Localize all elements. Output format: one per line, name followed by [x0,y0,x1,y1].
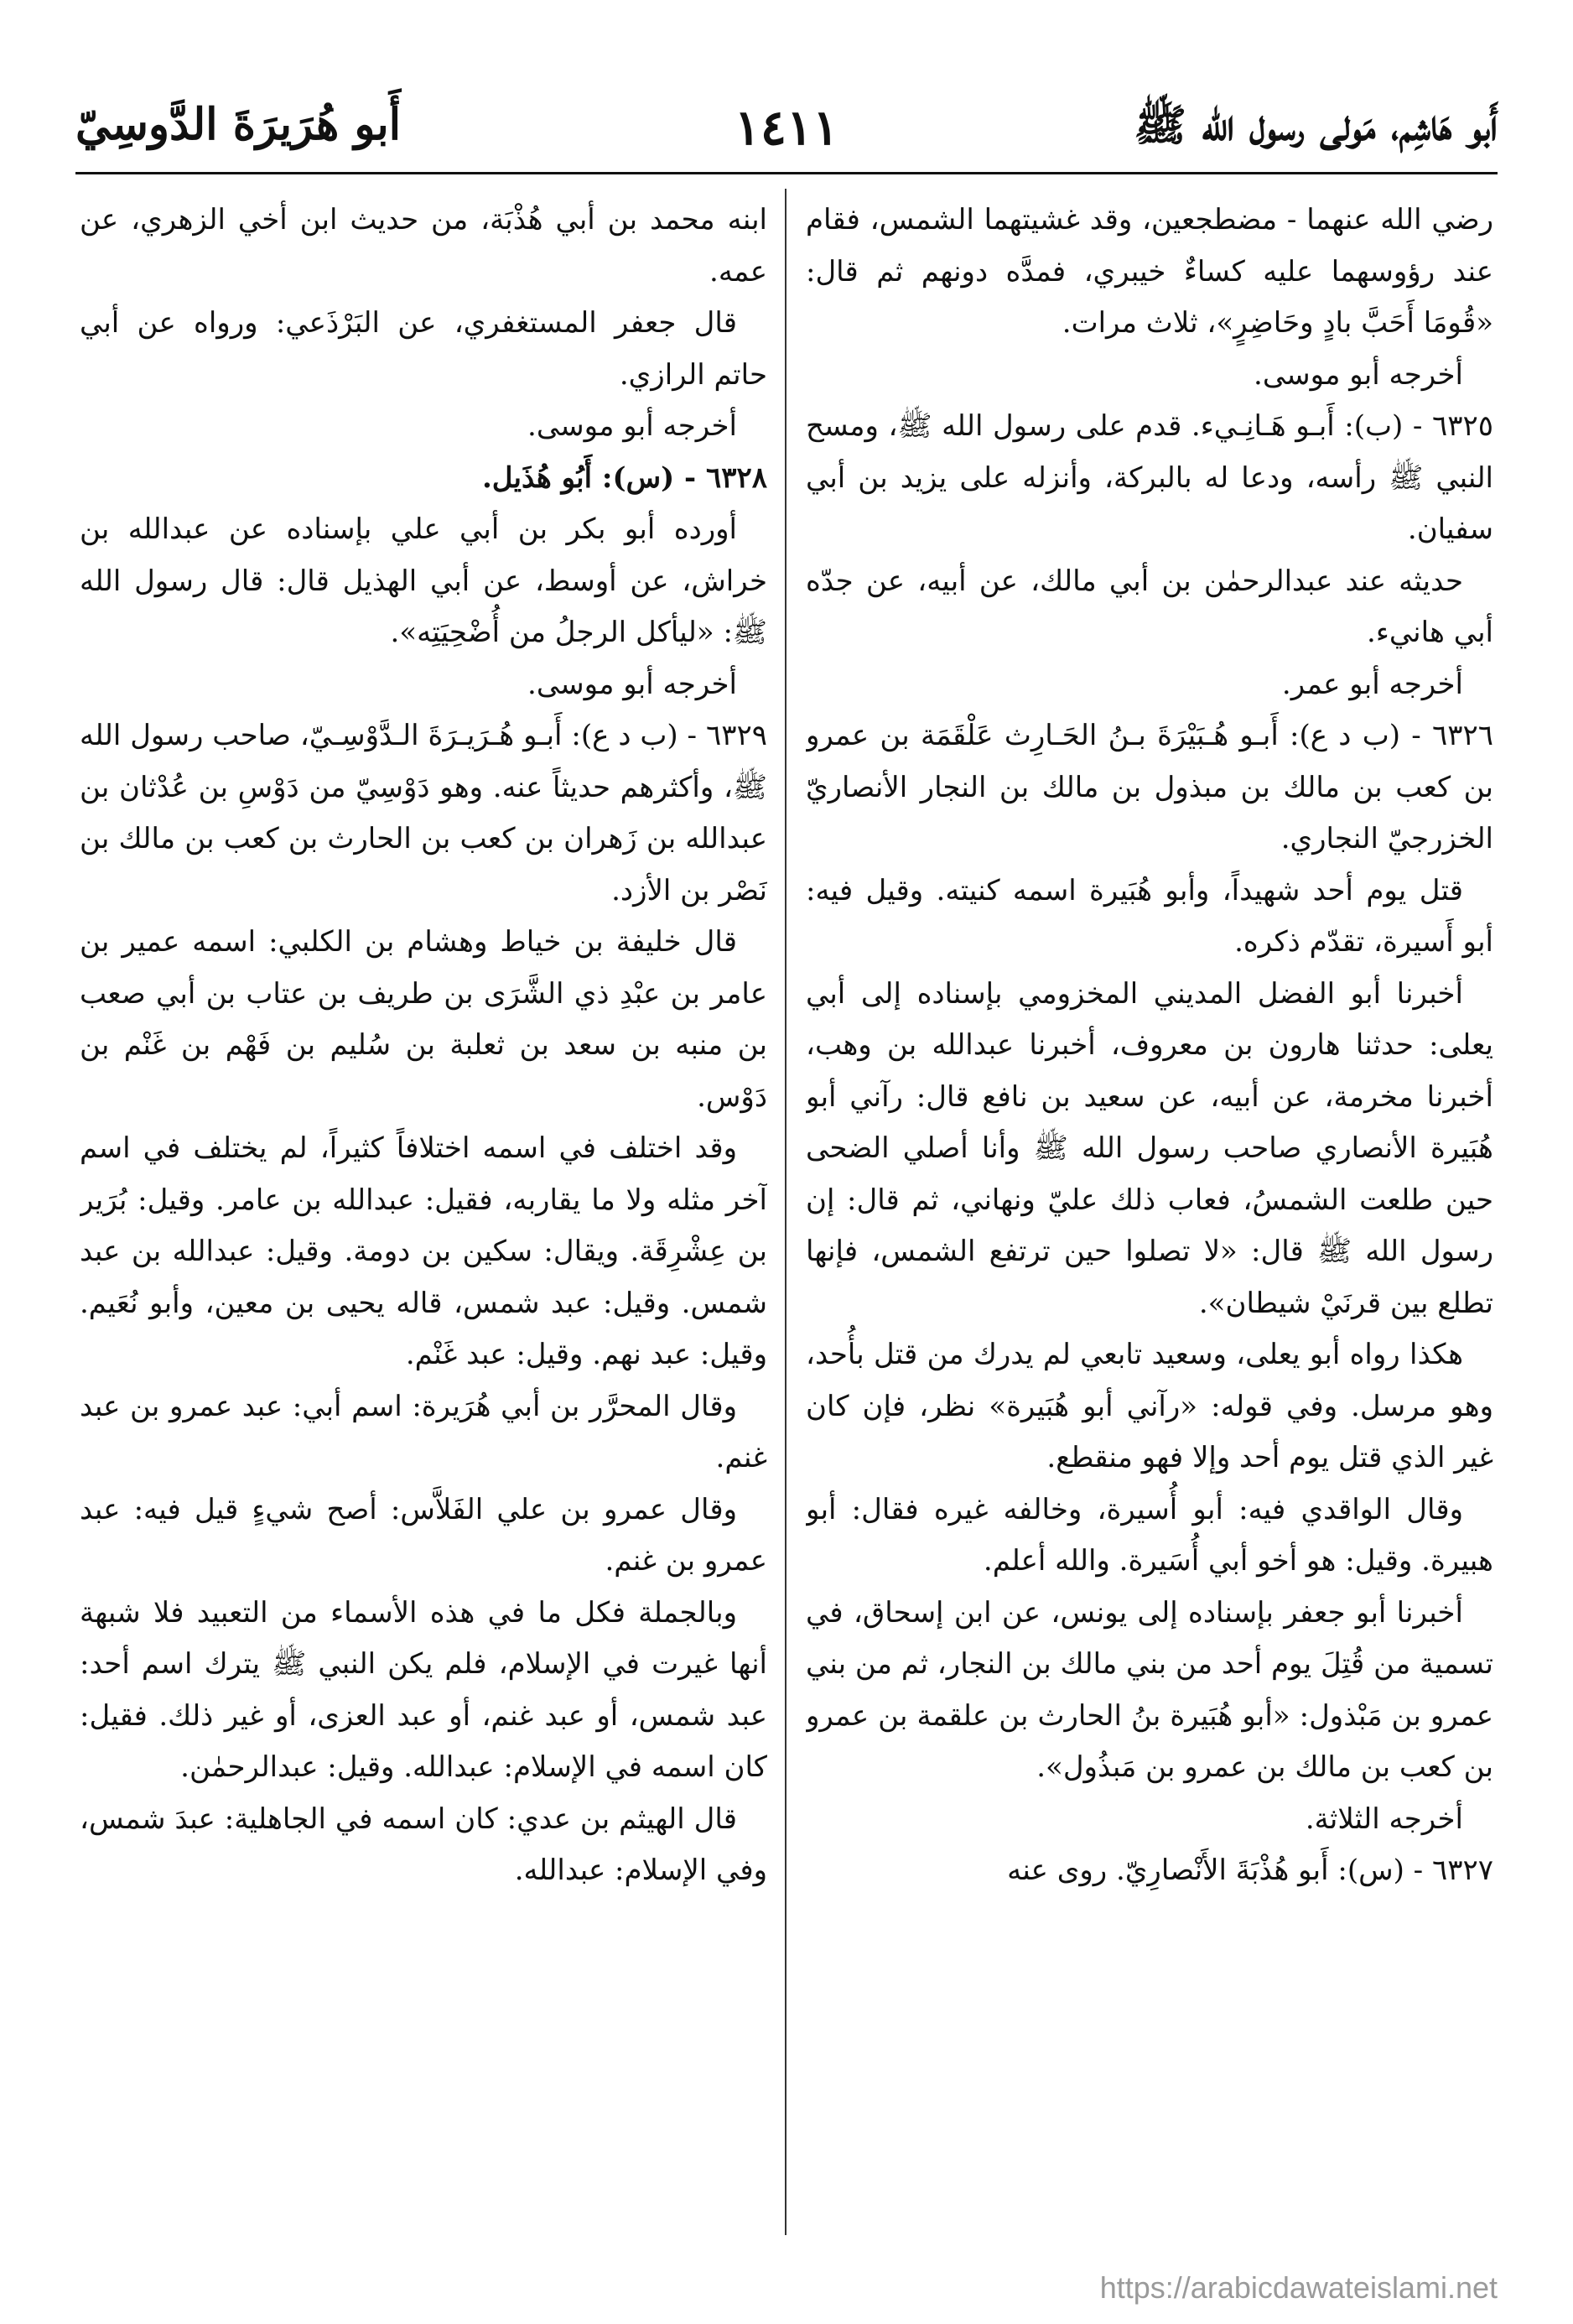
paragraph: ابنه محمد بن أبي هُذْبَة، من حديث ابن أخي الزهري، عن عمه. [80,203,767,289]
paragraph: وقد اختلف في اسمه اختلافاً كثيراً، لم يختلف في اسم آخر مثله ولا ما يقاربه، فقيل: عبدالله بن عامر. وقيل: بُرَير بن عِشْرِقَة. ويقال: سكين بن دومة. وقيل: عبدالله بن عبد شمس. وقيل: عبد شمس، قاله يحيى بن معين، وأبو نُعَيم. وقيل: عبد نهم. وقيل: عبد غَنْم. [80,1131,767,1371]
paragraph: أخرجه أبو موسى. [527,667,737,701]
paragraph: قال خليفة بن خياط وهشام بن الكلبي: اسمه عمير بن عامر بن عبْدِ ذي الشَّرَى بن طريف بن عتاب بن أبي صعب بن منبه بن سعد بن ثعلبة بن سُليم بن فَهْم بن غَنْم بن دَوْس. [80,925,767,1114]
left-column [80,195,767,2241]
paragraph: وقال الواقدي فيه: أبو أُسيرة، وخالفه غيره فقال: أبو هبيرة. وقيل: هو أخو أبي أُسَيرة. والله أعلم. [806,1492,1493,1578]
paragraph: وقال عمرو بن علي الفَلاَّس: أصح شيءٍ قيل فيه: عبد عمرو بن غنم. [80,1492,767,1578]
entry-6326: ٦٣٢٦ - (ب د ع): أَبـو هُـبَيْرَةَ بـنُ الحَـارِث عَلْقَمَة بن عمرو بن كعب بن مالك بن مبذول بن مالك بن النجار الأنصاريّ الخزرجيّ النجاري. [806,719,1493,855]
paragraph: أخرجه الثلاثة. [1305,1801,1463,1836]
paragraph: قال جعفر المستغفري، عن البَرْذَعي: ورواه عن أبي حاتم الرازي. [80,306,767,392]
header-rule [75,172,1498,174]
paragraph: أخرجه أبو عمر. [1281,667,1463,701]
paragraph: رضي الله عنهما - مضطجعين، وقد غشيتهما الشمس، فقام عند رؤوسهما عليه كساءٌ خيبري، فمدَّه دونهم ثم قال: «قُومَا أَحَبَّ بادٍ وحَاضِرٍ»، ثلاث مرات. [806,203,1493,340]
column-divider [785,189,786,2235]
entry-6328: ٦٣٢٨ - (س): أَبُو هُذَيل. [481,460,767,495]
header-left-title: أَبو هُرَيرَةَ الدَّوسِيّ [75,99,402,150]
running-header [75,99,1498,166]
paragraph: وقال المحرَّر بن أبي هُرَيرة: اسم أبي: عبد عمرو بن عبد غنم. [80,1389,767,1474]
paragraph: أخبرنا أبو الفضل المديني المخزومي بإسناده إلى أبي يعلى: حدثنا هارون بن معروف، أخبرنا عبدالله بن وهب، أخبرنا مخرمة، عن أبيه، عن سعيد بن نافع قال: رآني أبو هُبَيرة الأنصاري صاحب رسول الله ﷺ وأنا أصلي الضحى حين طلعت الشمسُ، فعاب ذلك عليّ ونهاني، ثم قال: إن رسول الله ﷺ قال: «لا تصلوا حين ترتفع الشمس، فإنها تطلع بين قرنَيْ شيطان». [806,976,1493,1320]
paragraph: حديثه عند عبدالرحمٰن بن أبي مالك، عن أبيه، عن جدّه أبي هانيء. [806,564,1493,649]
entry-6329: ٦٣٢٩ - (ب د ع): أَبـو هُـرَيـرَةَ الـدَّوْسِـيّ، صاحب رسول الله ﷺ، وأكثرهم حديثاً عنه. وهو دَوْسِيّ من دَوْسِ بن عُدْثان بن عبدالله بن زَهران بن كعب بن الحارث بن كعب بن مالك بن نَصْر بن الأزد. [80,719,767,907]
paragraph: أخرجه أبو موسى. [1254,357,1463,392]
entry-6327: ٦٣٢٧ - (س): أَبو هُذْبَةَ الأَنْصارِيّ. روى عنه [1007,1853,1493,1887]
paragraph: أورده أبو بكر بن أبي علي بإسناده عن عبدالله بن خراش، عن أوسط، عن أبي الهذيل قال: قال رسول الله ﷺ: «ليأكل الرجلُ من أُضْحِيَتِه». [80,512,767,649]
paragraph: هكذا رواه أبو يعلى، وسعيد تابعي لم يدرك من قتل بأُحد، وهو مرسل. وفي قوله: «رآني أبو هُبَيرة» نظر، فإن كان غير الذي قتل يوم أحد وإلا فهو منقطع. [806,1338,1493,1474]
site-watermark: https://arabicdawateislami.net [1099,2270,1498,2305]
paragraph: أخبرنا أبو جعفر بإسناده إلى يونس، عن ابن إسحاق، في تسمية من قُتِلَ يوم أحد من بني مالك بن النجار، ثم من بني عمرو بن مَبْذول: «أبو هُبَيرة بنُ الحارث بن علقمة بن عمرو بن كعب بن مالك بن عمرو بن مَبذُول». [806,1595,1493,1784]
entry-6325: ٦٣٢٥ - (ب): أَبـو هَـانِـيء. قدم على رسول الله ﷺ، ومسح النبي ﷺ رأسه، ودعا له بالبركة، وأنزله على يزيد بن أبي سفيان. [806,409,1493,546]
paragraph: وبالجملة فكل ما في هذه الأسماء من التعبيد فلا شبهة أنها غيرت في الإسلام، فلم يكن النبي ﷺ يترك اسم أحد: عبد شمس، أو عبد غنم، أو عبد العزى، أو غير ذلك. فقيل: كان اسمه في الإسلام: عبدالله. وقيل: عبدالرحمٰن. [80,1595,767,1784]
paragraph: أخرجه أبو موسى. [527,409,737,443]
paragraph: قتل يوم أحد شهيداً، وأبو هُبَيرة اسمه كنيته. وقيل فيه: أبو أَسيرة، تقدّم ذكره. [806,873,1493,959]
right-column [806,195,1493,2241]
page-number: ١٤١١ [734,99,839,156]
header-right-title: أَبو هَاشِم، مَولى رسول الله ﷺ [1134,100,1498,151]
paragraph: قال الهيثم بن عدي: كان اسمه في الجاهلية: عبدَ شمس، وفي الإسلام: عبدالله. [80,1801,767,1887]
